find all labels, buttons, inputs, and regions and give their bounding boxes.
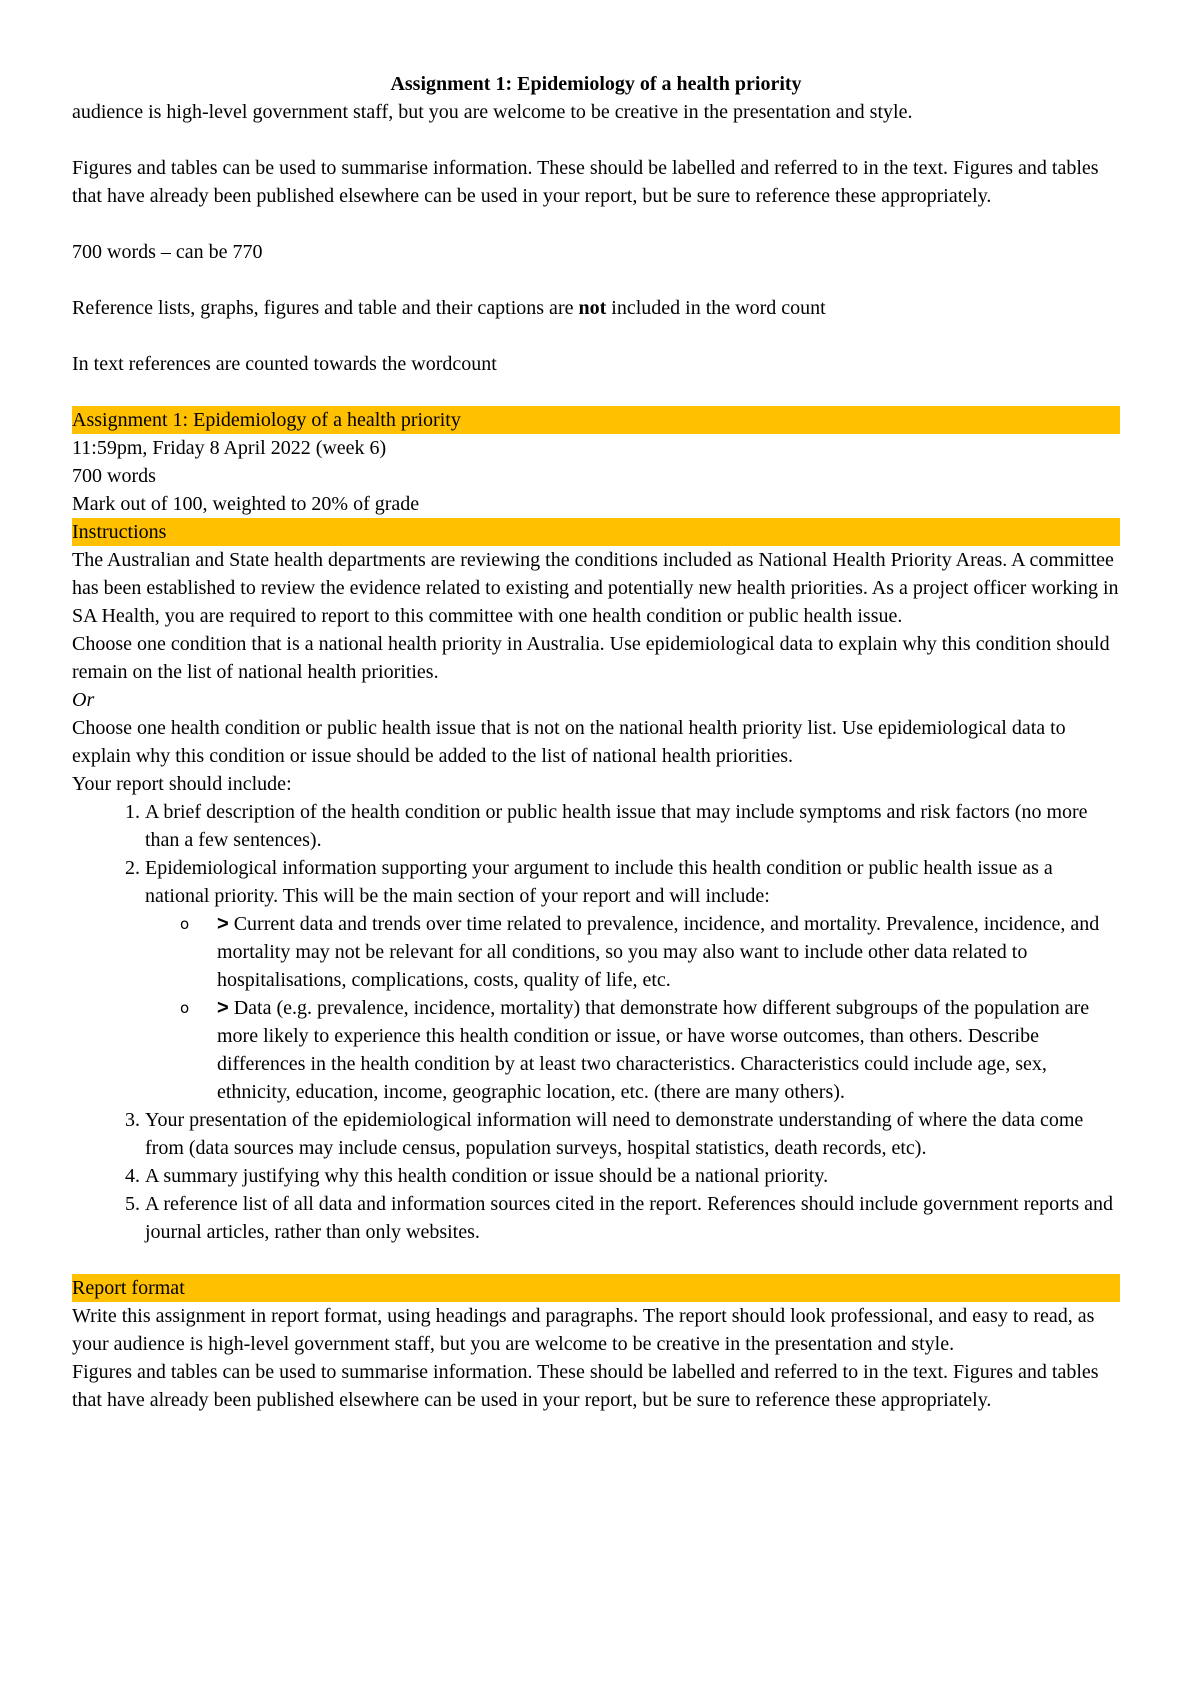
- list-item: [145, 1162, 1120, 1190]
- marks-weighting: Mark out of 100, weighted to 20% of grade: [72, 493, 420, 515]
- report-requirements-list: [72, 798, 1120, 1246]
- list-item: [145, 798, 1120, 854]
- epidemiology-sublist: [145, 910, 1120, 1106]
- circle-bullet-icon: o: [180, 915, 190, 933]
- list-item: [145, 1106, 1120, 1162]
- word-count-note-emphasis: not: [578, 297, 607, 319]
- sub-list-item-text: Current data and trends over time related to prevalence, incidence, and mortality. Prevalence, incidence, and mortality may not be relevant for all conditions, so you may also want to include other data related to hospitalisations, complications, costs, quality of life, etc.: [217, 913, 1100, 991]
- instructions-option-one: Choose one condition that is a national health priority in Australia. Use epidemiological data to explain why this condition should remain on the list of national health priorities.: [72, 633, 1110, 683]
- spacer: [72, 1246, 1120, 1274]
- sub-list-item-text: Data (e.g. prevalence, incidence, mortality) that demonstrate how different subgroups of the population are more likely to experience this health condition or issue, or have worse outcomes, than others. Describe differences in the health condition by at least two characteristics. Characteristics could include age, sex, ethnicity, education, income, geographic location, etc. (there are many others).: [217, 997, 1090, 1103]
- arrow-icon: >: [217, 997, 229, 1019]
- list-item-text: A reference list of all data and information sources cited in the report. References should include government reports and journal articles, rather than only websites.: [145, 1193, 1113, 1243]
- intro-paragraph-figures: Figures and tables can be used to summarise information. These should be labelled and referred to in the text. Figures and tables that have already been published elsewhere can be used in your report, but be sure to reference these appropriately.: [72, 157, 1099, 207]
- due-date: 11:59pm, Friday 8 April 2022 (week 6): [72, 437, 387, 459]
- report-format-paragraph: Write this assignment in report format, using headings and paragraphs. The report should look professional, and easy to read, as your audience is high-level government staff, but you are welcome to be creative in the presentation and style.: [72, 1305, 1095, 1355]
- instructions-paragraph-context: The Australian and State health departments are reviewing the conditions included as National Health Priority Areas. A committee has been established to review the evidence related to existing and potentially new health priorities. As a project officer working in SA Health, you are required to report to this committee with one health condition or public health issue.: [72, 549, 1119, 627]
- word-count-note-start: Reference lists, graphs, figures and table and their captions are: [72, 297, 579, 319]
- list-item: [145, 854, 1120, 1106]
- word-count-note-end: included in the word count: [606, 297, 826, 319]
- spacer: [72, 126, 1120, 154]
- report-format-figures-paragraph: Figures and tables can be used to summarise information. These should be labelled and referred to in the text. Figures and tables that have already been published elsewhere can be used in your report, but be sure to reference these appropriately.: [72, 1361, 1099, 1411]
- instructions-or: [72, 686, 1120, 714]
- intro-word-count-note: [72, 294, 1120, 322]
- report-include-lead: Your report should include:: [72, 773, 292, 795]
- list-item: [145, 1190, 1120, 1246]
- spacer: [72, 210, 1120, 238]
- circle-bullet-icon: o: [180, 999, 190, 1017]
- intro-in-text-references: In text references are counted towards the wordcount: [72, 353, 497, 375]
- overview-heading: Assignment 1: Epidemiology of a health priority: [72, 406, 1120, 434]
- sub-list-item: [180, 994, 1120, 1106]
- list-item-text: Your presentation of the epidemiological information will need to demonstrate understanding of where the data come from (data sources may include census, population surveys, hospital statistics, death records, etc).: [145, 1109, 1084, 1159]
- instructions-heading: Instructions: [72, 518, 1120, 546]
- word-length: 700 words: [72, 465, 156, 487]
- spacer: [72, 322, 1120, 350]
- intro-paragraph-audience: audience is high-level government staff, but you are welcome to be creative in the presentation and style.: [72, 101, 913, 123]
- list-item-text: A summary justifying why this health condition or issue should be a national priority.: [145, 1165, 829, 1187]
- spacer: [72, 266, 1120, 294]
- spacer: [72, 378, 1120, 406]
- list-item-text: A brief description of the health condition or public health issue that may include symptoms and risk factors (no more than a few sentences).: [145, 801, 1088, 851]
- report-format-heading: Report format: [72, 1274, 1120, 1302]
- document-title: Assignment 1: Epidemiology of a health priority: [390, 73, 802, 95]
- arrow-icon: >: [217, 913, 229, 935]
- or-label: Or: [72, 689, 95, 711]
- sub-list-item: [180, 910, 1120, 994]
- intro-word-limit: 700 words – can be 770: [72, 241, 263, 263]
- list-item-text: Epidemiological information supporting your argument to include this health condition or public health issue as a national priority. This will be the main section of your report and will include:: [145, 857, 1053, 907]
- instructions-option-two: Choose one health condition or public health issue that is not on the national health priority list. Use epidemiological data to explain why this condition or issue should be added to the list of national health priorities.: [72, 717, 1066, 767]
